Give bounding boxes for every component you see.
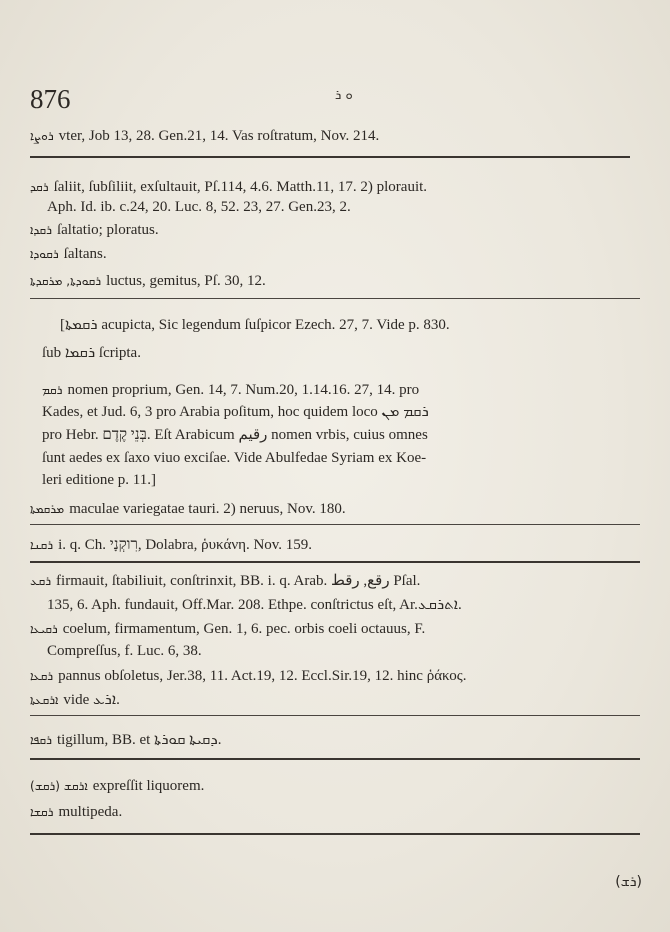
entry-text: pannus obſoletus, Jer.38, 11. Act.19, 12. Eccl.Sir.19, 12. hinc ῥάκος.	[58, 668, 467, 684]
divider	[30, 758, 640, 760]
entry-continuation	[42, 403, 429, 421]
divider	[30, 524, 640, 525]
entry-text: expreſſit liquorem.	[92, 778, 205, 794]
running-head: ܘ ܪ	[335, 88, 353, 103]
entry	[30, 536, 312, 554]
entry-text: pro Hebr. בְּנֵי קֶדֶם. Eſt Arabicum رقيم nomen vrbis, cuius omnes	[42, 427, 428, 443]
divider	[30, 715, 640, 716]
entry	[30, 803, 122, 821]
entry	[42, 381, 419, 399]
divider	[30, 156, 630, 158]
entry	[30, 620, 425, 638]
entry	[30, 572, 420, 590]
entry	[30, 777, 204, 795]
entry	[30, 245, 107, 263]
entry-text: ſub ܪܩܡܐ ſcripta.	[42, 345, 141, 361]
syriac-headword: ܪܩܕܐ	[30, 223, 52, 237]
entry-continuation	[42, 471, 156, 489]
syriac-headword: ܪܩܦܐ	[30, 733, 52, 747]
entry	[30, 272, 266, 290]
syriac-headword: ܪܩܘܕܐ	[30, 247, 59, 261]
entry	[30, 500, 346, 518]
syriac-headword: ܡܪܩܡܬܐ	[30, 502, 65, 516]
syriac-headword: ܪܩܡ	[42, 383, 63, 397]
entry	[30, 691, 120, 709]
entry-text: 135, 6. Aph. fundauit, Off.Mar. 208. Ethpe. conſtrictus eſt, Ar.ܐܬܪܩܥ.	[47, 597, 462, 613]
syriac-headword: ܪܩܝܥܐ	[30, 622, 58, 636]
syriac-headword: ܪܩܥ	[30, 574, 52, 588]
entry-text: i. q. Ch. רִוקְנָי, Dolabra, ῥυκάνη. Nov. 159.	[58, 537, 313, 553]
entry	[30, 221, 159, 239]
entry-text: ſaltatio; ploratus.	[56, 222, 159, 238]
divider	[30, 833, 640, 835]
entry-continuation	[42, 426, 428, 444]
syriac-headword: (ܪܩܫ) ܐܪܩܫ	[30, 779, 88, 793]
entry-text: firmauit, ſtabiliuit, conſtrinxit, BB. i. q. Arab. رقع, رقط Pſal.	[56, 573, 421, 589]
entry-text: Compreſſus, f. Luc. 6, 38.	[47, 643, 202, 659]
entry-text: luctus, gemitus, Pſ. 30, 12.	[106, 273, 266, 289]
entry-text: ſunt aedes ex ſaxo viuo exciſae. Vide Abulfedae Syriam ex Koe-	[42, 450, 427, 466]
syriac-headword: ܪܩܢܐ	[30, 538, 54, 552]
entry-text: Kades, et Jud. 6, 3 pro Arabia poſitum, hoc quidem loco ܪܩܡ ܡܢ	[42, 404, 429, 420]
entry-text: nomen proprium, Gen. 14, 7. Num.20, 1.14.16. 27, 14. pro	[67, 382, 420, 398]
entry	[30, 667, 466, 685]
entry	[30, 178, 427, 196]
syriac-headword: ܪܩܫܐ	[30, 805, 54, 819]
entry-text: vide ܐܪܥ.	[63, 692, 120, 708]
entry-continuation	[47, 642, 202, 660]
entry	[30, 127, 379, 145]
syriac-headword: ܪܩܥܐ	[30, 669, 54, 683]
entry-text: vter, Job 13, 28. Gen.21, 14. Vas roſtratum, Nov. 214.	[58, 128, 380, 144]
entry-text: ſaltans.	[63, 246, 107, 262]
syriac-headword: ܐܪܩܥܬܐ	[30, 693, 59, 707]
entry-continuation	[47, 198, 351, 216]
syriac-headword: ܪܩܘܕܬܐ, ܡܪܩܕܬܐ	[30, 274, 102, 288]
note-line	[60, 316, 450, 334]
entry-text: coelum, firmamentum, Gen. 1, 6. pec. orbis coeli octauus, F.	[62, 621, 426, 637]
catchword: (ܪܫ)	[615, 874, 642, 890]
syriac-headword: ܪܩܕ	[30, 180, 49, 194]
note-line	[42, 344, 141, 362]
page-number: 876	[30, 84, 71, 114]
entry-text: Aph. Id. ib. c.24, 20. Luc. 8, 52. 23, 27. Gen.23, 2.	[47, 199, 351, 215]
entry-text: multipeda.	[58, 804, 123, 820]
entry-continuation	[42, 449, 426, 467]
entry-text: ſaliit, ſubſiliit, exſultauit, Pſ.114, 4.6. Matth.11, 17. 2) plorauit.	[53, 179, 428, 195]
syriac-headword: ܪܘܨܐ	[30, 129, 54, 143]
divider	[30, 561, 640, 563]
entry-text: maculae variegatae tauri. 2) neruus, Nov. 180.	[69, 501, 346, 517]
entry-continuation	[47, 596, 462, 614]
entry-text: tigillum, BB. et ܕܩܝܬܐ ܩܘܪܬܐ.	[56, 732, 222, 748]
divider	[30, 298, 640, 299]
entry-text: leri editione p. 11.]	[42, 472, 156, 488]
entry-text: [ܪܩܡܬܐ acupicta, Sic legendum ſuſpicor Ezech. 27, 7. Vide p. 830.	[60, 317, 450, 333]
entry	[30, 731, 222, 749]
